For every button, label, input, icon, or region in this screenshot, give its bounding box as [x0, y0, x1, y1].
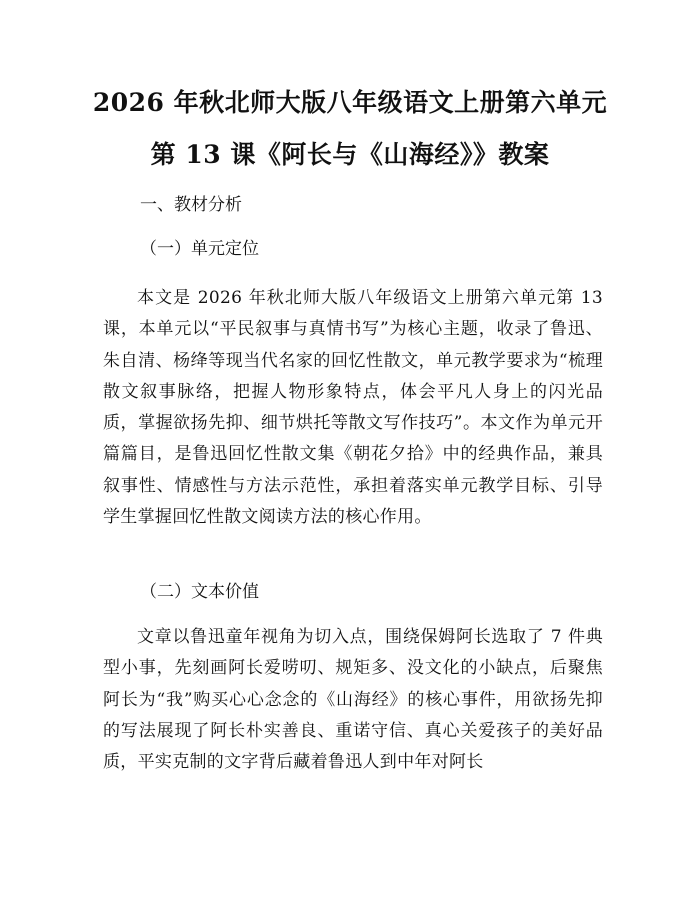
paragraph-unit-position: 本文是 2026 年秋北师大版八年级语文上册第六单元第 13 课，本单元以“平民叙事与真情书写”为核心主题，收录了鲁迅、朱自清、杨绛等现当代名家的回忆性散文，单元教学要求为“梳理散文叙事脉络，把握人物形象特点，体会平凡人身上的闪光品质，掌握欲扬先抑、细节烘托等散文写作技巧”。本文作为单元开篇篇目，是鲁迅回忆性散文集《朝花夕拾》中的经典作品，兼具叙事性、情感性与方法示范性，承担着落实单元教学目标、引导学生掌握回忆性散文阅读方法的核心作用。 [103, 288, 603, 528]
paragraph-text-value: 文章以鲁迅童年视角为切入点，围绕保姆阿长选取了 7 件典型小事，先刻画阿长爱唠叨、规矩多、没文化的小缺点，后聚焦阿长为“我”购买心心念念的《山海经》的核心事件，用欲扬先抑的写法展现了阿长朴实善良、重诺守信、真心关爱孩子的美好品质，平实克制的文字背后藏着鲁迅人到中年对阿长 [103, 627, 603, 773]
document-title-line-1: 2026 年秋北师大版八年级语文上册第六单元 [92, 88, 608, 117]
subsection-heading-text-value: （二）文本价值 [140, 582, 259, 602]
document-title-line-2: 第 13 课《阿长与《山海经》》教案 [150, 140, 550, 169]
subsection-heading-unit-position: （一）单元定位 [140, 239, 259, 259]
section-heading-textbook-analysis: 一、教材分析 [140, 195, 242, 215]
